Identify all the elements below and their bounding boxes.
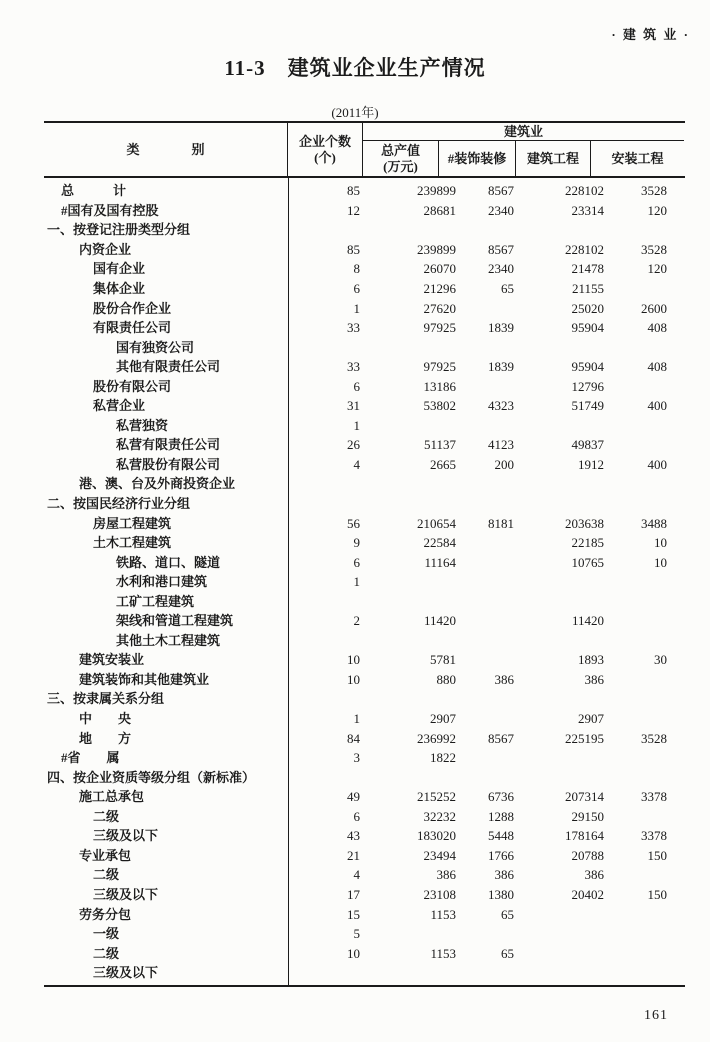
row-label: 中 央 [79,711,132,727]
cell-value: 400 [647,456,667,472]
cell-value: 5781 [430,652,456,668]
cell-value: 97925 [423,320,456,336]
cell-value: 65 [501,945,514,961]
header-total-output-line1: 总产值 [380,142,420,158]
cell-value: 1 [353,300,360,316]
cell-value: 8 [353,261,360,277]
page-title: 11-3 建筑业企业生产情况 [224,56,486,80]
row-label: 内资企业 [79,241,132,257]
cell-value: 2600 [641,300,667,316]
year-subtitle: (2011年) [331,105,379,120]
row-label: 架线和管道工程建筑 [116,613,234,629]
cell-value: 95904 [571,320,604,336]
cell-value: 228102 [565,241,604,257]
cell-value: 3378 [641,828,667,844]
row-label: 工矿工程建筑 [116,593,195,609]
header-total-output-value [363,141,439,176]
cell-value: 1 [353,417,360,433]
cell-value: 3528 [641,241,667,257]
cell-value: 51137 [423,437,456,453]
cell-value: 95904 [571,359,604,375]
chapter-corner-label: · 建 筑 业 · [611,27,690,42]
cell-value: 23314 [571,202,604,218]
cell-value: 183020 [417,828,456,844]
header-decoration: #装饰装修 [439,141,516,176]
table-row [44,807,685,827]
cell-value: 21 [347,847,360,863]
table-row [44,611,685,631]
cell-value: 53802 [423,398,456,414]
cell-value: 2340 [488,261,514,277]
cell-value: 84 [347,730,360,746]
row-label: 建筑装饰和其他建筑业 [79,671,210,687]
row-label: 股份合作企业 [93,300,172,316]
cell-value: 33 [347,359,360,375]
row-label: 私营股份有限公司 [116,456,221,472]
cell-value: 6 [353,554,360,570]
row-label: 铁路、道口、隧道 [116,554,221,570]
table-row [44,689,685,709]
cell-value: 1153 [430,945,456,961]
table-row [44,670,685,690]
cell-value: 49 [347,789,360,805]
cell-value: 51749 [571,398,604,414]
table-row [44,416,685,436]
row-label: 港、澳、台及外商投资企业 [79,476,236,492]
row-label: 有限责任公司 [93,320,172,336]
cell-value: 26 [347,437,360,453]
row-label: 三级及以下 [93,828,159,844]
cell-value: 120 [647,202,667,218]
cell-value: 9 [353,535,360,551]
cell-value: 11420 [571,613,604,629]
header-construction-works: 建筑工程 [516,141,591,176]
cell-value: 1766 [488,847,514,863]
page-number: 161 [644,1008,668,1023]
cell-value: 31 [347,398,360,414]
cell-value: 10 [654,535,667,551]
cell-value: 4323 [488,398,514,414]
row-label: 一级 [93,926,120,942]
table-row [44,572,685,592]
cell-value: 6 [353,808,360,824]
cell-value: 386 [584,867,604,883]
cell-value: 1380 [488,886,514,902]
table-row [44,396,685,416]
table-row [44,591,685,611]
row-label: 国有企业 [93,261,146,277]
cell-value: 28681 [423,202,456,218]
row-label: 房屋工程建筑 [93,515,172,531]
cell-value: 49837 [571,437,604,453]
cell-value: 10765 [571,554,604,570]
cell-value: 17 [347,886,360,902]
cell-value: 85 [347,241,360,257]
cell-value: 200 [494,456,514,472]
cell-value: 21155 [571,281,604,296]
table-row [44,885,685,905]
row-label: 二、按国民经济行业分组 [47,496,191,512]
header-total-output-line2: (万元) [383,158,418,174]
cell-value: 23494 [423,847,456,863]
cell-value: 5448 [488,828,514,844]
cell-value: 386 [436,867,456,883]
cell-value: 1288 [488,808,514,824]
cell-value: 8567 [488,241,514,257]
header-installation-works: 安装工程 [611,150,664,166]
cell-value: 3528 [641,730,667,746]
cell-value: 239899 [417,241,456,257]
cell-value: 1 [353,574,360,590]
cell-value: 11164 [424,554,456,570]
cell-value: 1839 [488,359,514,375]
table-row [44,357,685,377]
cell-value: 4 [353,456,360,472]
cell-value: 1 [353,711,360,727]
cell-value: 3 [353,750,360,766]
cell-value: 10 [347,652,360,668]
row-label: 三级及以下 [93,886,159,902]
cell-value: 178164 [565,828,604,844]
row-label: 建筑安装业 [79,652,145,668]
cell-value: 1822 [430,750,456,766]
cell-value: 228102 [565,183,604,199]
cell-value: 21296 [423,281,456,296]
table-row [44,846,685,866]
cell-value: 21478 [571,261,604,277]
cell-value: 10 [654,554,667,570]
cell-value: 10 [347,945,360,961]
cell-value: 8567 [488,183,514,199]
cell-value: 27620 [423,300,456,316]
cell-value: 3488 [641,515,667,531]
cell-value: 15 [347,906,360,922]
table-row [44,552,685,572]
row-label: 其他土木工程建筑 [116,632,221,648]
row-label: 私营企业 [93,398,146,414]
table-header [44,121,685,178]
cell-value: 6 [353,378,360,394]
table-row [44,865,685,885]
row-label: #国有及国有控股 [61,202,159,218]
cell-value: 386 [494,671,514,687]
cell-value: 120 [647,261,667,277]
cell-value: 408 [647,359,667,375]
row-label: 劳务分包 [79,906,132,922]
cell-value: 1153 [430,906,456,922]
cell-value: 43 [347,828,360,844]
cell-value: 203638 [565,515,604,531]
cell-value: 32232 [423,808,456,824]
cell-value: 10 [347,671,360,687]
table-row [44,533,685,553]
table-row [44,728,685,748]
cell-value: 6 [353,281,360,296]
cell-value: 1893 [578,652,604,668]
cell-value: 5 [353,926,360,942]
row-label: 二级 [93,867,120,883]
table-row [44,318,685,338]
table-body [44,178,685,987]
cell-value: 239899 [417,183,456,199]
cell-value: 12796 [571,378,604,394]
table-row [44,220,685,240]
cell-value: 25020 [571,300,604,316]
cell-value: 56 [347,515,360,531]
cell-value: 4 [353,867,360,883]
row-label: 二级 [93,808,120,824]
cell-value: 1912 [578,456,604,472]
table-row [44,943,685,963]
table-row [44,904,685,924]
cell-value: 22185 [571,535,604,551]
table-row [44,474,685,494]
cell-value: 210654 [417,515,456,531]
row-label: 二级 [93,945,120,961]
table-row [44,376,685,396]
row-label: 股份有限公司 [93,378,172,394]
row-label: 一、按登记注册类型分组 [47,222,191,238]
cell-value: 400 [647,398,667,414]
cell-value: 880 [436,671,456,687]
cell-value: 11420 [423,613,456,629]
row-label: 国有独资公司 [116,339,195,355]
cell-value: 215252 [417,789,456,805]
table-row [44,259,685,279]
cell-value: 65 [501,281,514,296]
table-row [44,298,685,318]
cell-value: 65 [501,906,514,922]
table-row [44,513,685,533]
header-enterprise-count-line1: 企业个数 [298,133,351,149]
cell-value: 8567 [488,730,514,746]
table-row [44,181,685,201]
cell-value: 236992 [417,730,456,746]
header-enterprise-count-line2: (个) [314,149,336,165]
table-row [44,650,685,670]
row-label: 集体企业 [93,281,146,296]
cell-value: 33 [347,320,360,336]
cell-value: 150 [647,886,667,902]
cell-value: 1839 [488,320,514,336]
row-label: 三、按隶属关系分组 [47,691,165,707]
row-label: 三级及以下 [93,965,159,981]
header-category: 类 别 [44,123,288,176]
row-label: 四、按企业资质等级分组（新标准） [47,769,256,785]
cell-value: 8181 [488,515,514,531]
cell-value: 2907 [430,711,456,727]
row-label: 总 计 [61,183,127,199]
cell-value: 22584 [423,535,456,551]
cell-value: 2 [353,613,360,629]
table-row [44,767,685,787]
row-label: 专业承包 [79,847,132,863]
cell-value: 2665 [430,456,456,472]
table-row [44,279,685,299]
cell-value: 20402 [571,886,604,902]
table-row [44,494,685,514]
cell-value: 4123 [488,437,514,453]
cell-value: 2907 [578,711,604,727]
cell-value: 2340 [488,202,514,218]
row-label: 土木工程建筑 [93,535,172,551]
table-row [44,631,685,651]
cell-value: 20788 [571,847,604,863]
cell-value: 3528 [641,183,667,199]
table-row [44,455,685,475]
row-label: 地 方 [79,730,132,746]
table-row [44,787,685,807]
table-row [44,337,685,357]
table-row [44,748,685,768]
cell-value: 386 [494,867,514,883]
table-row [44,201,685,221]
cell-value: 408 [647,320,667,336]
row-label: #省 属 [61,750,120,766]
table-row [44,826,685,846]
table-row [44,435,685,455]
cell-value: 13186 [423,378,456,394]
table-row [44,240,685,260]
header-enterprise-count [288,123,363,176]
row-label: 其他有限责任公司 [116,359,221,375]
table-row [44,963,685,983]
table-row [44,924,685,944]
statistics-table [44,121,685,987]
cell-value: 29150 [571,808,604,824]
cell-value: 225195 [565,730,604,746]
table-row [44,709,685,729]
header-group-construction-industry: 建筑业 [363,123,684,141]
cell-value: 3378 [641,789,667,805]
cell-value: 97925 [423,359,456,375]
row-label: 施工总承包 [79,789,145,805]
row-label: 私营独资 [116,417,169,433]
cell-value: 386 [584,671,604,687]
cell-value: 6736 [488,789,514,805]
cell-value: 85 [347,183,360,199]
cell-value: 26070 [423,261,456,277]
cell-value: 207314 [565,789,604,805]
row-label: 水利和港口建筑 [116,574,208,590]
cell-value: 150 [647,847,667,863]
cell-value: 30 [654,652,667,668]
cell-value: 12 [347,202,360,218]
cell-value: 23108 [423,886,456,902]
row-label: 私营有限责任公司 [116,437,221,453]
